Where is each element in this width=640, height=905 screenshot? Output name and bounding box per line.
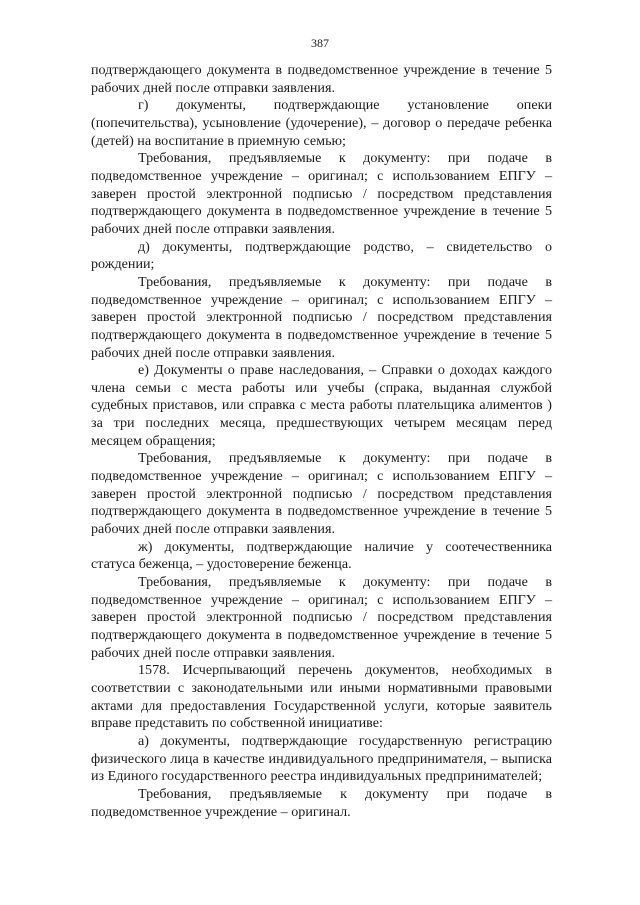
paragraph-requirements: Требования, предъявляемые к документу: при подаче в подведомственное учреждение – оригинал; с использованием ЕПГУ – заверен простой электронной подписью / посредством представления подтверждающего документа в подведомственное учреждение в течение 5 рабочих дней после отправки заявления. bbox=[91, 574, 552, 661]
paragraph-item-a: а) документы, подтверждающие государственную регистрацию физического лица в качестве индивидуального предпринимателя, – выписка из Единого государственного реестра индивидуальных предпринимателей; bbox=[91, 732, 552, 785]
paragraph-item-d: д) документы, подтверждающие родство, – свидетельство о рождении; bbox=[91, 238, 552, 273]
page-number: 387 bbox=[311, 36, 329, 50]
paragraph-requirements: Требования, предъявляемые к документу: при подаче в подведомственное учреждение – оригинал; с использованием ЕПГУ – заверен простой электронной подписью / посредством представления подтверждающего документа в подведомственное учреждение в течение 5 рабочих дней после отправки заявления. bbox=[91, 150, 552, 237]
document-body bbox=[91, 62, 552, 821]
paragraph-item-e: е) Документы о праве наследования, – Справки о доходах каждого члена семьи с места работы или учебы (спрака, выданная службой судебных приставов, или справка с места работы плательщика алиментов ) за три последних месяца, предшествующих четырем месяцам перед месяцем обращения; bbox=[91, 362, 552, 449]
paragraph-continuation: подтверждающего документа в подведомственное учреждение в течение 5 рабочих дней после отправки заявления. bbox=[91, 62, 552, 96]
paragraph-requirements: Требования, предъявляемые к документу: при подаче в подведомственное учреждение – оригинал; с использованием ЕПГУ – заверен простой электронной подписью / посредством представления подтверждающего документа в подведомственное учреждение в течение 5 рабочих дней после отправки заявления. bbox=[91, 273, 552, 361]
paragraph-item-g: г) документы, подтверждающие установление опеки (попечительства), усыновление (удочерение), – договор о передаче ребенка (детей) на воспитание в приемную семью; bbox=[91, 97, 552, 149]
paragraph-section-1578: 1578. Исчерпывающий перечень документов, необходимых в соответствии с законодательными или иными нормативными правовыми актами для предоставления Государственной услуги, которые заявитель вправе представить по собственной инициативе: bbox=[91, 662, 552, 732]
paragraph-item-zh: ж) документы, подтверждающие наличие у соотечественника статуса беженца, – удостоверение беженца. bbox=[91, 538, 552, 573]
paragraph-requirements: Требования, предъявляемые к документу: при подаче в подведомственное учреждение – оригинал; с использованием ЕПГУ – заверен простой электронной подписью / посредством представления подтверждающего документа в подведомственное учреждение в течение 5 рабочих дней после отправки заявления. bbox=[91, 450, 552, 538]
paragraph-requirements: Требования, предъявляемые к документу при подаче в подведомственное учреждение – оригинал. bbox=[91, 785, 552, 820]
